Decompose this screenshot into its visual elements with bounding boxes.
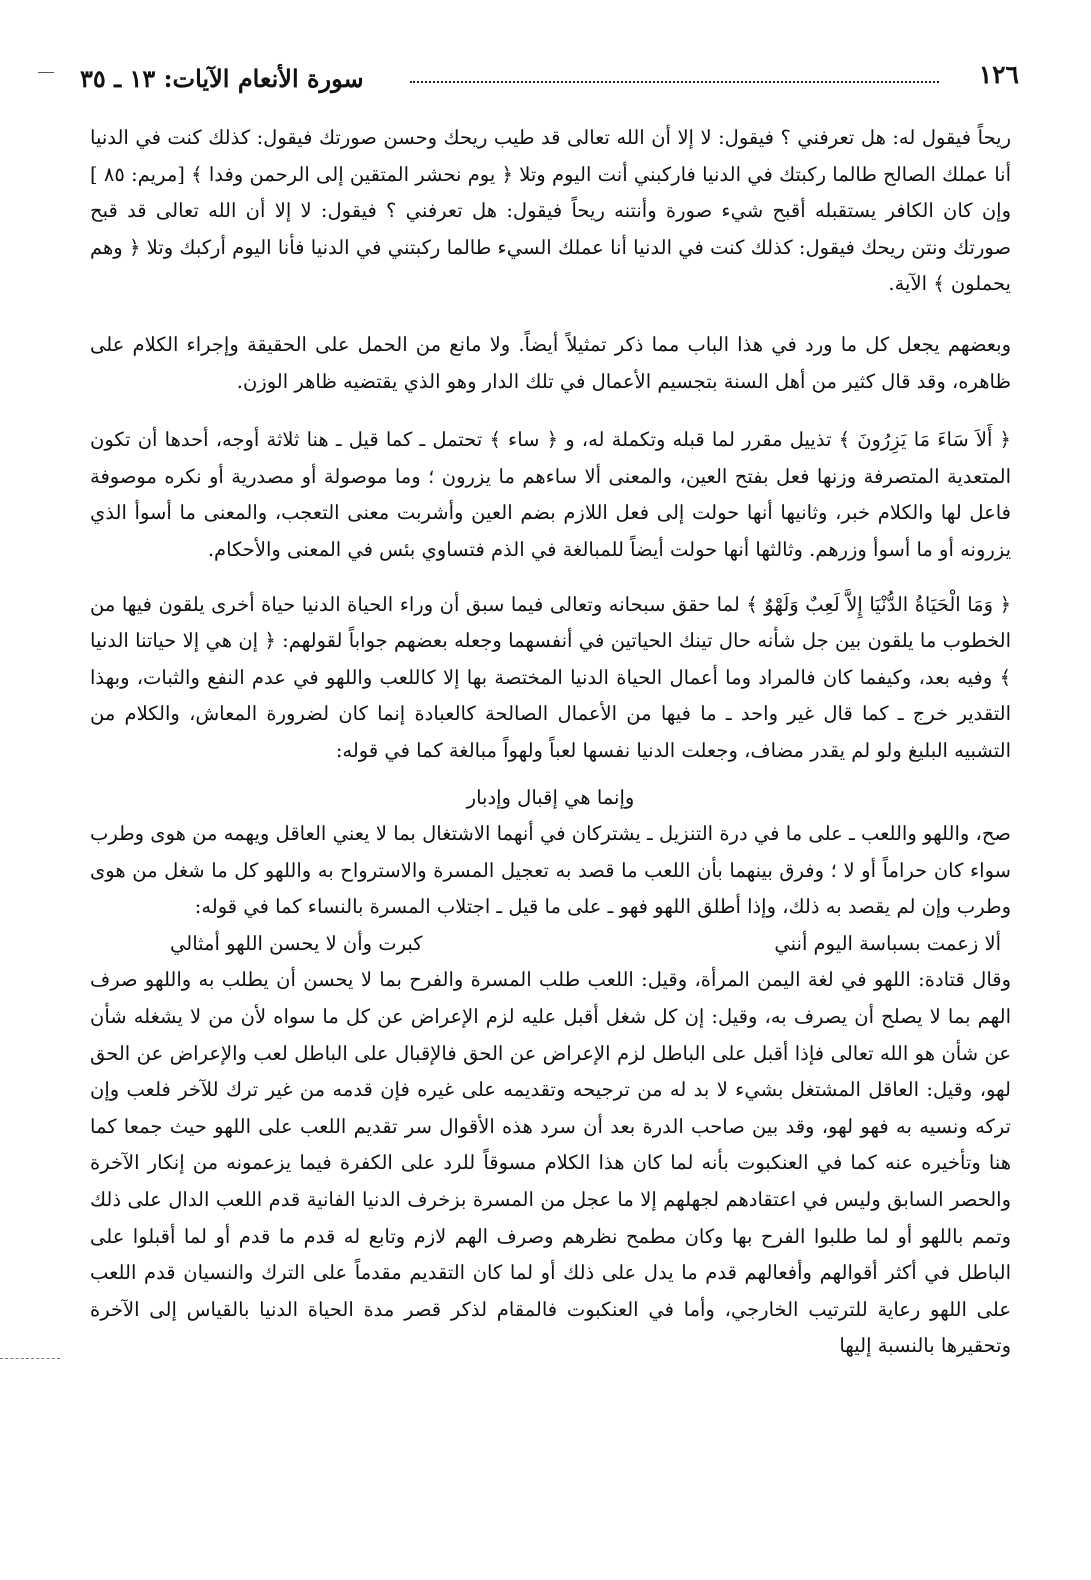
running-title: سورة الأنعام الآيات: ١٣ ـ ٣٥ [80, 64, 364, 93]
margin-mark-bottom [0, 1358, 60, 1359]
paragraph-4: ﴿ وَمَا الْحَيَاةُ الدُّنْيَا إِلاَّ لَعِبٌ وَلَهْوٌ ﴾ لما حقق سبحانه وتعالى فيما سبق أن وراء الحياة الدنيا حياة أخرى يلقون فيها من الخطوب ما يلقون بين جل شأنه حال تينك الحياتين في أنفسهما وجعله بعضهم جواباً لقولهم: ﴿ إن هي إلا حياتنا الدنيا ﴾ وفيه بعد، وكيفما كان فالمراد وما أعمال الحياة الدنيا المختصة بها إلا كاللعب واللهو في عدم النفع والثبات، وبهذا التقدير خرج ـ كما قال غير واحد ـ ما فيها من الأعمال الصالحة كالعبادة إنما كان لضرورة المعاش، والكلام من التشبيه البليغ ولو لم يقدر مضاف، وجعلت الدنيا نفسها لعباً ولهواً مبالغة كما في قوله: [90, 592, 1011, 762]
paragraph-6: وقال قتادة: اللهو في لغة اليمن المرأة، وقيل: اللعب طلب المسرة والفرح بما لا يحسن أن يطلب به واللهو صرف الهم بما لا يصلح أن يصرف به، وقيل: إن كل شغل أقبل عليه لزم الإعراض عن كل ما سواه لأن من لا يشغله شأن عن شأن هو الله تعالى فإذا أقبل على الباطل لزم الإعراض عن الحق فالإقبال على الباطل لعب والإعراض عن الحق لهو، وقيل: العاقل المشتغل بشيء لا بد له من ترجيحه وتقديمه على غيره فإن قدمه من غير ترك للآخر فلعب وإن تركه ونسيه به فهو لهو، وقد بين صاحب الدرة بعد أن سرد هذه الأقوال سر تقديم اللعب على اللهو حيث جمعا كما هنا وتأخيره عنه كما في العنكبوت بأنه لما كان هذا الكلام مسوقاً للرد على الكفرة فيما يزعمونه من إنكار الآخرة والحصر السابق وليس في اعتقادهم لجهلهم إلا ما عجل من المسرة بزخرف الدنيا الفانية قدم اللعب الدال على ذلك وتمم باللهو أو لما طلبوا الفرح بها وكان مطمح نظرهم وصرف الهم لازم وتابع له قدم ما قدم أو لما أقبلوا على الباطل في أكثر أقوالهم وأفعالهم قدم ما يدل على ذلك أو لما كان التقديم مقدماً على الترك والنسيان قدم اللعب على اللهو رعاية للترتيب الخارجي، وأما في العنكبوت فالمقام لذكر قصر مدة الحياة الدنيا بالقياس إلى الآخرة وتحقيرها بالنسبة إليها [90, 968, 1011, 1358]
paragraph-5: صح، واللهو واللعب ـ على ما في درة التنزيل ـ يشتركان في أنهما الاشتغال بما لا يعني العاقل ويهمه من هوى وطرب سواء كان حراماً أو لا ؛ وفرق بينهما بأن اللعب ما قصد به تعجيل المسرة والاسترواح به واللهو كل ما شغل من هوى وطرب وإن لم يقصد به ذلك، وإذا أطلق اللهو فهو ـ على ما قيل ـ اجتلاب المسرة بالنساء كما في قوله: [90, 822, 1011, 919]
couplet-second-hemistich: كبرت وأن لا يحسن اللهو أمثالي [170, 931, 423, 955]
page-number: ١٢٦ [978, 60, 1019, 89]
margin-mark-top [38, 72, 54, 73]
couplet-first-hemistich: ألا زعمت بسباسة اليوم أنني [774, 931, 1001, 955]
paragraph-1: ريحاً فيقول له: هل تعرفني ؟ فيقول: لا إلا أن الله تعالى قد طيب ريحك وحسن صورتك فيقول: كذلك كنت في الدنيا أنا عملك الصالح طالما ركبتك في الدنيا فاركبني أنت اليوم وتلا ﴿ يوم نحشر المتقين إلى الرحمن وفدا ﴾ [مريم: ٨٥ ] وإن كان الكافر يستقبله أقبح شيء صورة وأنتنه ريحاً فيقول: هل تعرفني ؟ فيقول: لا إلا أن الله تعالى قد قبح صورتك ونتن ريحك فيقول: كذلك كنت في الدنيا أنا عملك السيء طالما ركبتني في الدنيا فأنا اليوم أركبك وتلا ﴿ وهم يحملون ﴾ الآية. [90, 126, 1011, 296]
poetry-couplet [170, 926, 1001, 963]
paragraph-2: وبعضهم يجعل كل ما ورد في هذا الباب مما ذكر تمثيلاً أيضاً. ولا مانع من الحمل على الحقيقة وإجراء الكلام على ظاهره، وقد قال كثير من أهل السنة بتجسيم الأعمال في تلك الدار وهو الذي يقتضيه ظاهر الوزن. [90, 332, 1011, 393]
verse-line: وإنما هي إقبال وإدبار [466, 785, 635, 809]
paragraph-3: ﴿ أَلاَ سَاءَ مَا يَزِرُونَ ﴾ تذييل مقرر لما قبله وتكملة له، و ﴿ ساء ﴾ تحتمل ـ كما قيل ـ هنا ثلاثة أوجه، أحدها أن تكون المتعدية المتصرفة وزنها فعل بفتح العين، والمعنى ألا ساءهم ما يزرون ؛ وما موصولة أو مصدرية أو نكره موصوفة فاعل لها والكلام خبر، وثانيها أنها حولت إلى فعل اللازم بضم العين وأشربت معنى التعجب، والمعنى ما أسوأ الذي يزرونه أو ما أسوأ وزرهم. وثالثها أنها حولت أيضاً للمبالغة في الذم فتساوي بئس في المعنى والأحكام. [90, 428, 1011, 561]
header-dotted-leader [410, 81, 939, 83]
page-header [80, 56, 1019, 106]
page-body [90, 120, 1011, 1365]
